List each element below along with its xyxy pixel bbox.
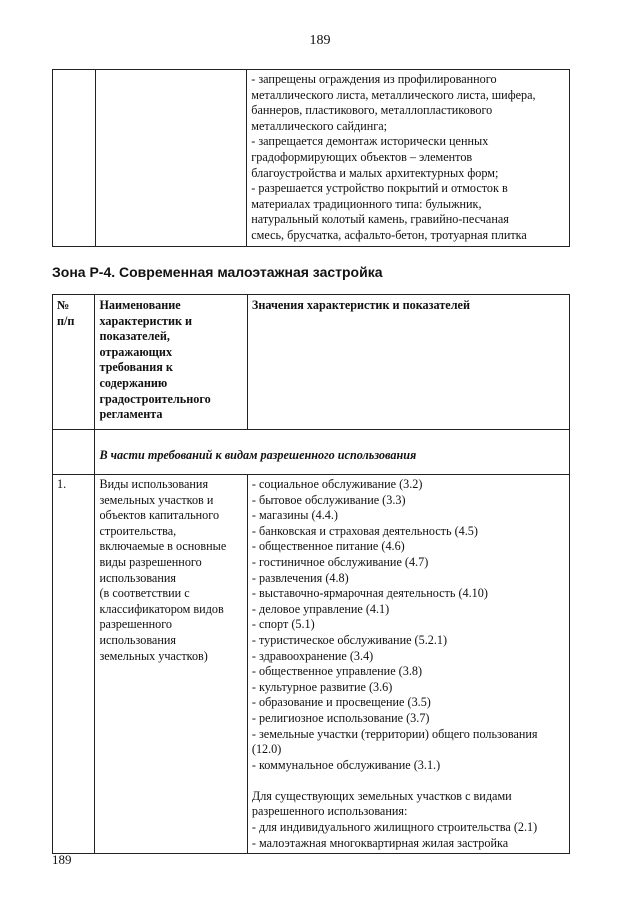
spacer <box>252 773 565 789</box>
text-line: использования <box>99 632 176 647</box>
list-item: - образование и просвещение (3.5) <box>251 695 431 710</box>
list-item: - коммунальное обслуживание (3.1.) <box>251 757 441 772</box>
list-item: - здравоохранение (3.4) <box>251 648 374 663</box>
list-item: - общественное питание (4.6) <box>251 539 405 554</box>
list-item: - развлечения (4.8) <box>251 570 349 585</box>
list-item: - религиозное использование (3.7) <box>251 710 430 725</box>
table-cell-values <box>247 70 570 247</box>
text-line: земельных участков) <box>99 648 208 663</box>
text-line: земельных участков и <box>99 492 214 507</box>
continuation-table <box>52 69 570 247</box>
row-values <box>248 475 569 853</box>
text-line: натуральный колотый камень, гравийно-песчаная <box>251 212 509 227</box>
header-line: требования к <box>99 360 173 375</box>
list-item: - гостиничное обслуживание (4.7) <box>251 554 429 569</box>
text-line: металлического листа, металлического листа, шифера, <box>251 87 536 102</box>
row-values-cell <box>247 475 569 854</box>
header-line: характеристик и <box>99 313 193 328</box>
zone-regulations-table <box>52 294 570 854</box>
list-item: - бытовое обслуживание (3.3) <box>251 492 406 507</box>
text-line: объектов капитального <box>99 508 220 523</box>
table-cell-name <box>95 70 247 247</box>
list-item: - магазины (4.4.) <box>251 508 338 523</box>
header-values-label: Значения характеристик и показателей <box>251 298 470 312</box>
header-line: № <box>57 298 70 312</box>
header-number <box>53 295 95 430</box>
header-line: регламента <box>99 407 163 422</box>
text-line: - запрещены ограждения из профилированного <box>251 72 497 86</box>
header-line: показателей, <box>99 329 170 344</box>
row-number-cell <box>53 475 95 854</box>
text-line: классификатором видов <box>99 601 224 616</box>
list-item: - деловое управление (4.1) <box>251 601 390 616</box>
list-item: - земельные участки (территории) общего пользования <box>251 726 538 741</box>
list-item: - культурное развитие (3.6) <box>251 679 393 694</box>
header-name <box>95 295 247 430</box>
text-line: строительства, <box>99 523 177 538</box>
text-line: включаемые в основные <box>99 539 227 554</box>
row-number: 1. <box>57 477 67 491</box>
section-cell <box>95 430 570 475</box>
list-item: - банковская и страховая деятельность (4.5) <box>251 523 478 538</box>
page-number-top: 189 <box>309 33 331 48</box>
list-item: - туристическое обслуживание (5.2.1) <box>251 632 448 647</box>
table-row <box>53 475 570 854</box>
header-line: отражающих <box>99 344 173 359</box>
text-line: виды разрешенного <box>99 554 202 569</box>
section-empty-cell <box>53 430 95 475</box>
header-line: Наименование <box>99 298 181 312</box>
table-cell-number <box>53 70 96 247</box>
restrictions-text <box>247 70 569 246</box>
header-line: п/п <box>57 313 75 328</box>
text-line: смесь, брусчатка, асфальто-бетон, тротуарная плитка <box>251 227 527 242</box>
header-values <box>247 295 569 430</box>
text-line: баннеров, пластикового, металлопластикового <box>251 103 493 118</box>
section-label: В части требований к видам разрешенного использования <box>99 448 417 462</box>
text-line: - запрещается демонтаж исторически ценных <box>251 134 489 149</box>
header-name-label <box>95 295 246 426</box>
section-row <box>53 430 570 475</box>
header-number-label <box>53 295 94 332</box>
list-item: - спорт (5.1) <box>251 617 315 632</box>
zone-title: Зона Р-4. Современная малоэтажная застройка <box>52 264 383 280</box>
header-line: содержанию <box>99 375 168 390</box>
page-number-bottom: 189 <box>52 852 72 867</box>
text-line: благоустройства и малых архитектурных форм; <box>251 165 499 180</box>
list-item: (12.0) <box>251 742 282 757</box>
list-item: - выставочно-ярмарочная деятельность (4.10) <box>251 586 488 601</box>
text-line: - малоэтажная многоквартирная жилая застройка <box>251 835 509 850</box>
table-row <box>53 70 570 247</box>
table-header-row <box>53 295 570 430</box>
text-line: - разрешается устройство покрытий и отмосток в <box>251 181 508 196</box>
text-line: - для индивидуального жилищного строительства (2.1) <box>251 820 538 835</box>
list-item: - общественное управление (3.8) <box>251 664 423 679</box>
row-name-cell <box>95 475 247 854</box>
list-item: - социальное обслуживание (3.2) <box>251 477 423 491</box>
text-line: Для существующих земельных участков с видами <box>251 788 512 803</box>
text-line: разрешенного использования: <box>251 804 408 819</box>
text-line: металлического сайдинга; <box>251 118 388 133</box>
text-line: Виды использования <box>99 477 209 491</box>
text-line: разрешенного <box>99 617 172 632</box>
text-line: материалах традиционного типа: булыжник, <box>251 196 482 211</box>
row-name <box>95 475 246 666</box>
text-line: использования <box>99 570 176 585</box>
text-line: (в соответствии с <box>99 586 190 601</box>
text-line: градоформирующих объектов – элементов <box>251 149 473 164</box>
header-line: градостроительного <box>99 391 211 406</box>
